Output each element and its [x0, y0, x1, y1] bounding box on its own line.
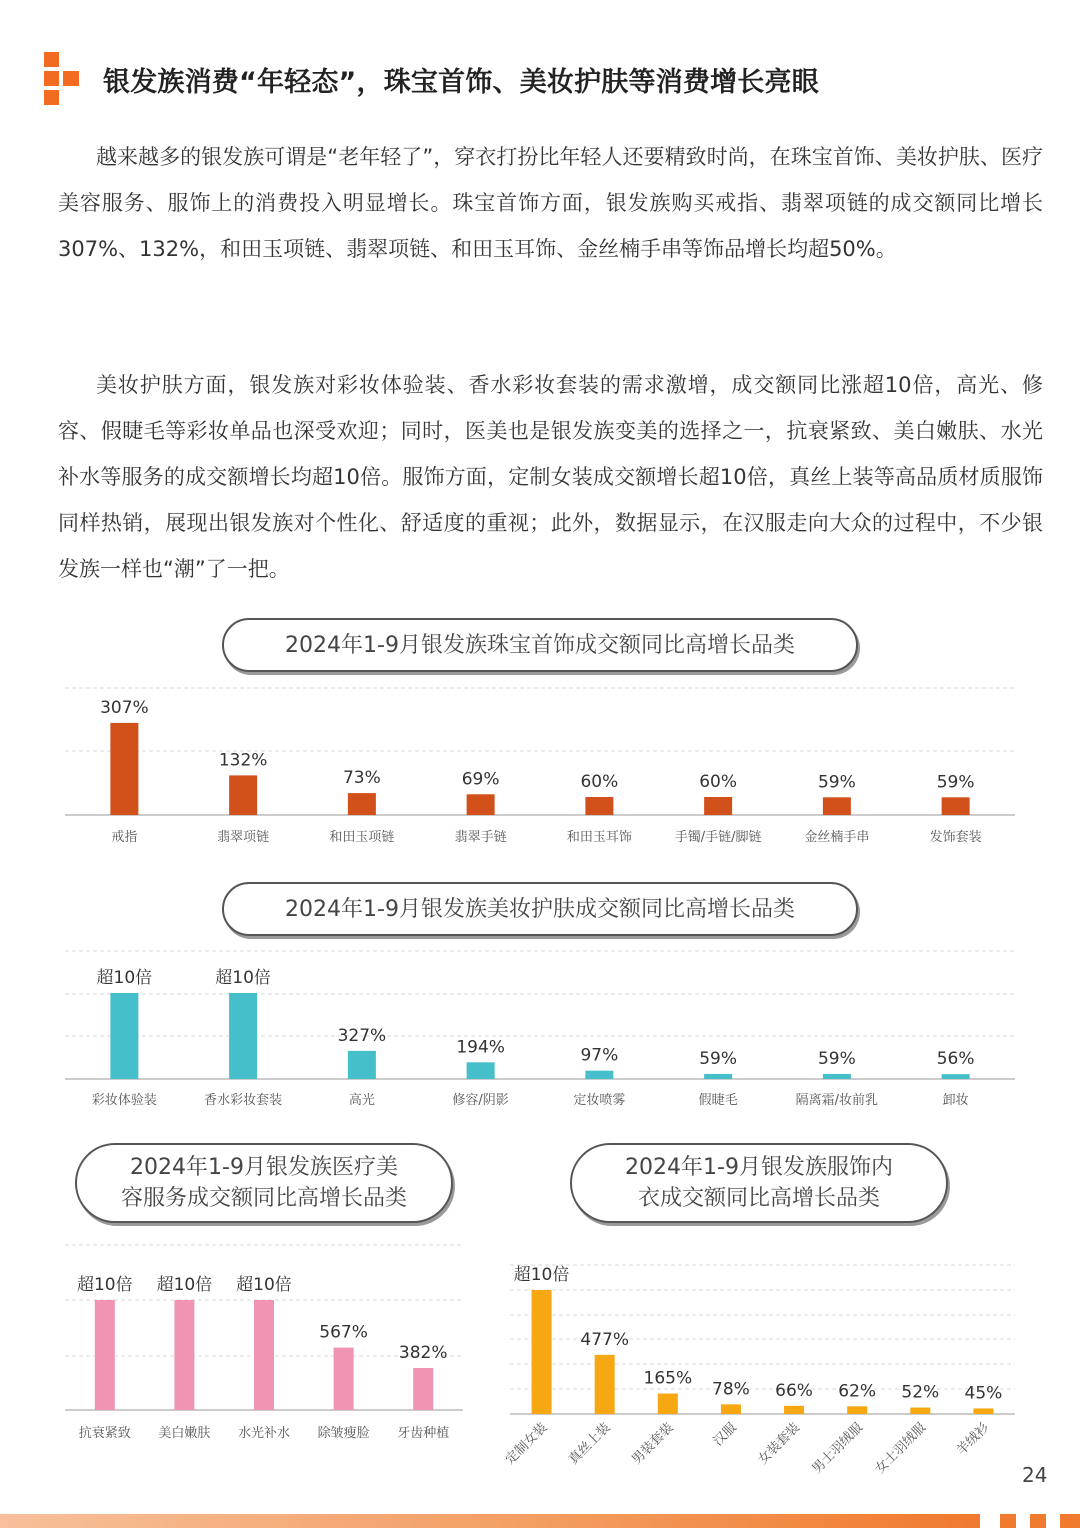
- medical-category-label: 牙齿种植: [397, 1426, 450, 1441]
- jewelry-data-label: 59%: [817, 772, 856, 793]
- jewelry-category-label: 和田玉耳饰: [566, 830, 632, 845]
- beauty-data-label: 327%: [337, 1025, 387, 1046]
- beauty-bar: [704, 1074, 732, 1079]
- beauty-data-label: 超10倍: [96, 968, 153, 988]
- jewelry-data-label: 307%: [100, 697, 149, 718]
- apparel-data-label: 62%: [838, 1381, 877, 1402]
- beauty-bar: [823, 1074, 851, 1079]
- medical-chart-title-line2: 容服务成交额同比高增长品类: [120, 1186, 407, 1211]
- beauty-data-label: 97%: [580, 1045, 619, 1066]
- jewelry-category-label: 和田玉项链: [329, 830, 395, 845]
- footer-bar: [0, 1514, 980, 1528]
- apparel-data-label: 超10倍: [513, 1265, 570, 1285]
- jewelry-data-label: 60%: [699, 772, 738, 792]
- beauty-category-label: 假睫毛: [698, 1093, 738, 1108]
- beauty-bar: [467, 1062, 495, 1079]
- beauty-category-label: 高光: [348, 1093, 375, 1108]
- jewelry-bar: [110, 723, 138, 815]
- apparel-data-label: 45%: [964, 1383, 1003, 1404]
- jewelry-data-label: 60%: [580, 772, 619, 792]
- apparel-bar: [784, 1406, 804, 1414]
- jewelry-category-label: 金丝楠手串: [804, 830, 870, 845]
- jewelry-bar: [348, 793, 376, 815]
- apparel-bar: [721, 1404, 741, 1414]
- medical-category-label: 抗衰紧致: [78, 1426, 131, 1441]
- medical-category-label: 水光补水: [237, 1426, 291, 1441]
- jewelry-bar: [585, 797, 613, 815]
- apparel-data-label: 477%: [580, 1329, 629, 1350]
- apparel-category-label: 男士羽绒服: [809, 1420, 867, 1477]
- jewelry-bar: [823, 797, 851, 815]
- beauty-category-label: 彩妆体验装: [91, 1093, 157, 1108]
- medical-bar: [95, 1300, 115, 1410]
- beauty-chart-title: 2024年1-9月银发族美妆护肤成交额同比高增长品类: [222, 882, 858, 936]
- beauty-data-label: 59%: [817, 1048, 856, 1069]
- apparel-category-label: 汉服: [710, 1420, 740, 1450]
- medical-data-label: 超10倍: [156, 1275, 213, 1295]
- apparel-chart-title-line1: 2024年1-9月银发族服饰内: [625, 1155, 893, 1180]
- apparel-data-label: 52%: [901, 1382, 940, 1403]
- apparel-data-label: 165%: [643, 1368, 693, 1389]
- beauty-data-label: 56%: [936, 1049, 975, 1070]
- medical-chart-title-line1: 2024年1-9月银发族医疗美: [130, 1155, 398, 1180]
- jewelry-bar: [942, 797, 970, 815]
- jewelry-bar: [229, 775, 257, 815]
- jewelry-category-label: 戒指: [111, 830, 138, 845]
- beauty-category-label: 修容/阴影: [452, 1093, 509, 1108]
- jewelry-data-label: 73%: [342, 768, 381, 789]
- medical-data-label: 超10倍: [76, 1275, 133, 1295]
- apparel-bar: [910, 1408, 930, 1414]
- beauty-bar: [585, 1071, 613, 1079]
- apparel-category-label: 女士羽绒服: [872, 1420, 930, 1477]
- beauty-data-label: 194%: [456, 1037, 505, 1058]
- apparel-bar: [532, 1290, 552, 1414]
- jewelry-category-label: 翡翠项链: [217, 830, 270, 845]
- apparel-bar: [973, 1408, 993, 1414]
- medical-data-label: 567%: [319, 1322, 368, 1343]
- beauty-data-label: 超10倍: [215, 968, 271, 988]
- medical-category-label: 除皱瘦脸: [317, 1426, 370, 1441]
- beauty-category-label: 隔离霜/妆前乳: [795, 1093, 879, 1108]
- beauty-category-label: 定妆喷雾: [573, 1093, 626, 1108]
- apparel-category-label: 真丝上装: [566, 1420, 614, 1468]
- jewelry-data-label: 69%: [461, 769, 500, 790]
- jewelry-data-label: 59%: [936, 772, 975, 793]
- footer-square: [1030, 1514, 1046, 1528]
- body-paragraph-1: 越来越多的银发族可谓是“老年轻了”，穿衣打扮比年轻人还要精致时尚，在珠宝首饰、美妆护肤、医疗美容服务、服饰上的消费投入明显增长。珠宝首饰方面，银发族购买戒指、翡翠项链的成交额同比增长307%、132%，和田玉项链、翡翠项链、和田玉耳饰、金丝楠手串等饰品增长均超50%。: [58, 145, 1043, 261]
- medical-data-label: 382%: [398, 1342, 448, 1363]
- body-paragraph-2: 美妆护肤方面，银发族对彩妆体验装、香水彩妆套装的需求激增，成交额同比涨超10倍，高光、修容、假睫毛等彩妆单品也深受欢迎；同时，医美也是银发族变美的选择之一，抗衰紧致、美白嫩肤、水光补水等服务的成交额增长均超10倍。服饰方面，定制女装成交额增长超10倍，真丝上装等高品质材质服饰同样热销，展现出银发族对个性化、舒适度的重视；此外，数据显示，在汉服走向大众的过程中，不少银发族一样也“潮”了一把。: [58, 373, 1043, 581]
- apparel-bar: [847, 1406, 867, 1414]
- apparel-bar: [658, 1394, 678, 1414]
- apparel-chart-title-line2: 衣成交额同比高增长品类: [637, 1186, 880, 1211]
- medical-bar: [254, 1300, 274, 1410]
- medical-bar: [174, 1300, 194, 1410]
- jewelry-bar: [467, 794, 495, 815]
- beauty-bar: [229, 993, 257, 1079]
- beauty-bar: [348, 1051, 376, 1079]
- footer-square: [1000, 1514, 1016, 1528]
- apparel-data-label: 78%: [712, 1379, 750, 1400]
- medical-data-label: 超10倍: [236, 1275, 292, 1295]
- apparel-data-label: 66%: [775, 1380, 813, 1401]
- medical-bar: [413, 1368, 433, 1410]
- beauty-data-label: 59%: [699, 1048, 738, 1069]
- beauty-bar: [942, 1074, 970, 1079]
- jewelry-bar: [704, 797, 732, 815]
- apparel-category-label: 羊绒衫: [954, 1420, 993, 1459]
- jewelry-data-label: 132%: [218, 750, 268, 771]
- apparel-category-label: 定制女装: [503, 1420, 551, 1468]
- apparel-category-label: 男装套装: [629, 1420, 677, 1468]
- medical-bar: [334, 1348, 354, 1410]
- section-heading: 银发族消费“年轻态”，珠宝首饰、美妆护肤等消费增长亮眼: [103, 67, 819, 98]
- footer-square: [1060, 1514, 1080, 1528]
- apparel-bar: [595, 1355, 615, 1414]
- jewelry-category-label: 发饰套装: [929, 830, 982, 845]
- beauty-category-label: 香水彩妆套装: [204, 1093, 283, 1108]
- medical-category-label: 美白嫩肤: [158, 1426, 211, 1441]
- apparel-category-label: 女装套装: [755, 1420, 803, 1468]
- beauty-bar: [110, 993, 138, 1079]
- beauty-category-label: 卸妆: [942, 1093, 969, 1108]
- jewelry-category-label: 手镯/手链/脚链: [674, 830, 762, 845]
- jewelry-category-label: 翡翠手链: [454, 830, 507, 845]
- page-number: 24: [1022, 1463, 1048, 1487]
- jewelry-chart-title: 2024年1-9月银发族珠宝首饰成交额同比高增长品类: [222, 618, 858, 672]
